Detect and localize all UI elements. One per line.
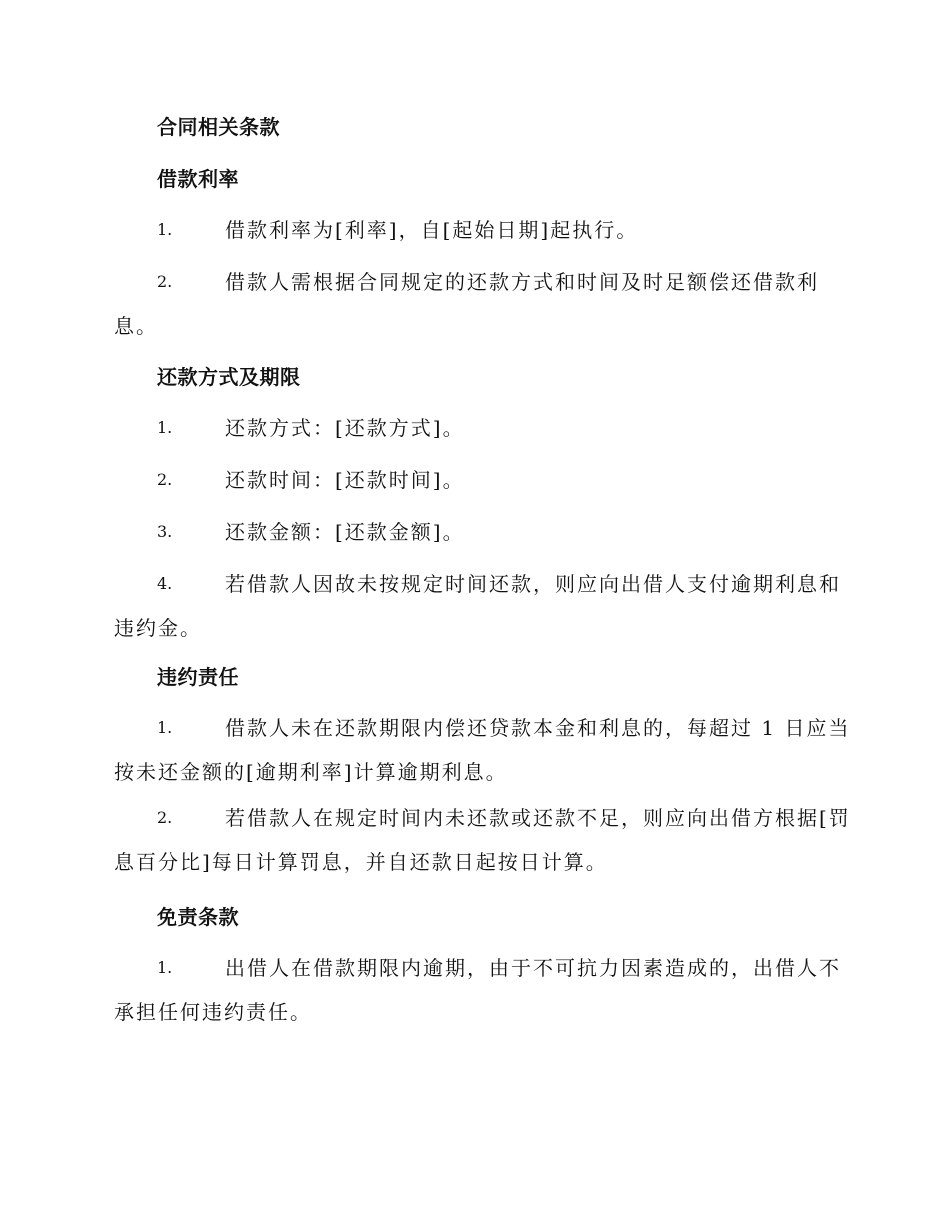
- list-item: [114, 208, 834, 252]
- list-item: [114, 458, 834, 502]
- list-item: [114, 406, 834, 450]
- item-text: 还款时间：[还款时间]。: [225, 468, 465, 492]
- item-text: 出借人在借款期限内逾期，由于不可抗力因素造成的，出借人不: [225, 956, 841, 980]
- section-heading-contract-terms: 合同相关条款: [157, 115, 280, 139]
- item-text: 借款利率为[利率]，自[起始日期]起执行。: [225, 218, 639, 242]
- item-number: 2.: [157, 272, 173, 291]
- item-text-continued: 承担任何违约责任。: [114, 1000, 312, 1024]
- item-text-continued: 息百分比]每日计算罚息，并自还款日起按日计算。: [114, 850, 608, 874]
- item-number: 2.: [157, 808, 173, 827]
- item-text: 若借款人在规定时间内未还款或还款不足，则应向出借方根据[罚: [225, 806, 851, 830]
- item-number: 3.: [157, 522, 173, 541]
- list-item: [114, 946, 841, 1034]
- item-text: 借款人未在还款期限内偿还贷款本金和利息的，每超过 1 日应当: [225, 716, 851, 740]
- item-text: 若借款人因故未按规定时间还款，则应向出借人支付逾期利息和: [225, 572, 841, 596]
- item-text-continued: 息。: [114, 314, 158, 338]
- item-text: 还款金额：[还款金额]。: [225, 520, 465, 544]
- list-item: [114, 706, 851, 794]
- list-item: [114, 796, 851, 884]
- item-text-continued: 按未还金额的[逾期利率]计算逾期利息。: [114, 760, 508, 784]
- section-heading-liability: 违约责任: [157, 665, 239, 689]
- item-number: 2.: [157, 470, 173, 489]
- item-number: 1.: [157, 718, 173, 737]
- item-text-continued: 违约金。: [114, 616, 202, 640]
- item-number: 1.: [157, 418, 173, 437]
- item-number: 4.: [157, 574, 173, 593]
- item-number: 1.: [157, 220, 173, 239]
- list-item: [114, 260, 834, 348]
- item-number: 1.: [157, 958, 173, 977]
- item-text: 还款方式：[还款方式]。: [225, 416, 465, 440]
- section-heading-repayment: 还款方式及期限: [157, 365, 301, 389]
- list-item: [114, 562, 841, 650]
- section-heading-exemption: 免责条款: [157, 905, 239, 929]
- list-item: [114, 510, 834, 554]
- section-heading-interest-rate: 借款利率: [157, 167, 239, 191]
- item-text: 借款人需根据合同规定的还款方式和时间及时足额偿还借款利: [225, 270, 819, 294]
